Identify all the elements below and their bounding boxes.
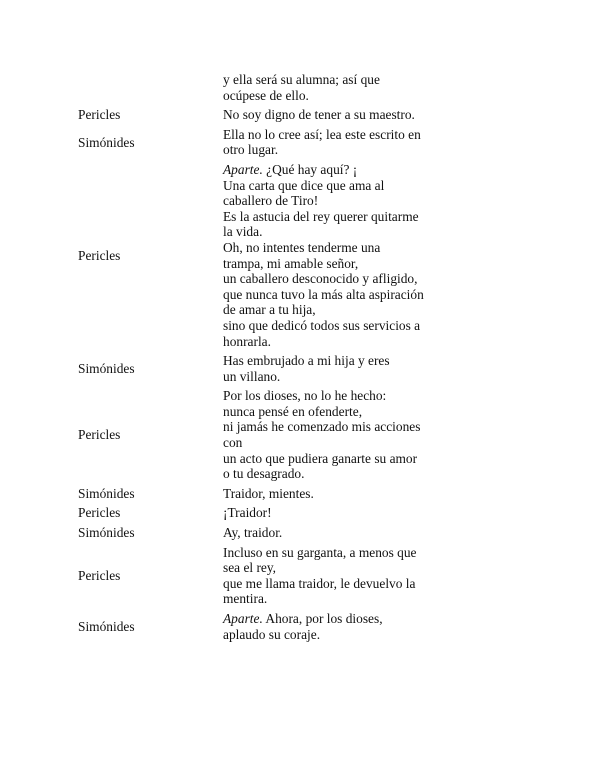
speaker-name: Pericles [78, 247, 121, 263]
speech-line: Ay, traidor. [223, 525, 283, 541]
speech-line: un villano. [223, 368, 281, 384]
dialogue-row [0, 525, 600, 541]
speech-line: sea el rey, [223, 560, 277, 576]
dialogue-row [0, 505, 600, 521]
speaker-name: Simónides [78, 360, 135, 376]
stage-direction: Aparte. [223, 611, 263, 626]
speech-line: que me llama traidor, le devuelvo la [223, 575, 416, 591]
speech-line: un caballero desconocido y afligido, [223, 271, 418, 287]
speech-line: Traidor, mientes. [223, 485, 314, 501]
dialogue-row [0, 353, 600, 384]
dialogue-row [0, 107, 600, 123]
speaker-name: Pericles [78, 505, 121, 521]
speech-text [223, 611, 453, 642]
dialogue-row [0, 72, 600, 103]
speaker-name: Pericles [78, 427, 121, 443]
speech-line: sino que dedicó todos sus servicios a [223, 317, 421, 333]
speaker-name: Pericles [78, 107, 121, 123]
dialogue-row [0, 388, 600, 482]
speaker-name: Simónides [78, 485, 135, 501]
speech-line: ocúpese de ello. [223, 87, 309, 103]
speech-line: No soy digno de tener a su maestro. [223, 107, 415, 123]
speech-fragment: Ahora, por los dioses, [262, 611, 383, 626]
speaker-name: Pericles [78, 568, 121, 584]
speaker-name: Simónides [78, 134, 135, 150]
speech-line [223, 162, 453, 178]
speech-fragment: ¿Qué hay aquí? ¡ [262, 161, 358, 177]
speech-text [223, 72, 453, 103]
speech-text [223, 127, 453, 158]
speech-line: Una carta que dice que ama al [223, 177, 385, 193]
speech-line: Ella no lo cree así; lea este escrito en [223, 126, 421, 142]
speech-line: honrarla. [223, 333, 271, 349]
dialogue-row [0, 486, 600, 502]
speech-line [223, 611, 453, 627]
speech-line: Por los dioses, no lo he hecho: [223, 388, 387, 404]
speech-text [223, 162, 453, 349]
speech-line: Oh, no intentes tenderme una [223, 239, 381, 255]
speech-line: de amar a tu hija, [223, 302, 316, 318]
speech-line: Es la astucia del rey querer quitarme [223, 208, 419, 224]
speech-text [223, 486, 453, 502]
stage-direction: Aparte. [223, 161, 263, 177]
speech-text [223, 505, 453, 521]
speech-text [223, 388, 453, 482]
speech-line: la vida. [223, 224, 263, 240]
speaker-name: Simónides [78, 618, 135, 634]
dialogue-row [0, 611, 600, 642]
speech-line: con [223, 435, 243, 451]
speech-line: otro lugar. [223, 142, 279, 158]
speech-line: un acto que pudiera ganarte su amor [223, 450, 418, 466]
speech-line: ni jamás he comenzado mis acciones [223, 419, 421, 435]
speech-line: aplaudo su coraje. [223, 626, 321, 642]
script-page [0, 72, 600, 646]
speaker-name: Simónides [78, 525, 135, 541]
speech-line: mentira. [223, 591, 268, 607]
speech-line: que nunca tuvo la más alta aspiración [223, 286, 424, 302]
speech-line: y ella será su alumna; así que [223, 72, 380, 87]
speech-line: o tu desagrado. [223, 466, 305, 482]
speech-text [223, 545, 453, 607]
speech-line: Has embrujado a mi hija y eres [223, 353, 390, 369]
speech-text [223, 353, 453, 384]
dialogue-row [0, 127, 600, 158]
speech-text [223, 107, 453, 123]
speech-line: trampa, mi amable señor, [223, 255, 359, 271]
speech-line: ¡Traidor! [223, 505, 272, 521]
speech-line: caballero de Tiro! [223, 193, 319, 209]
speech-line: Incluso en su garganta, a menos que [223, 544, 417, 560]
speech-text [223, 525, 453, 541]
dialogue-row [0, 545, 600, 607]
speech-line: nunca pensé en ofenderte, [223, 403, 363, 419]
dialogue-row [0, 162, 600, 349]
